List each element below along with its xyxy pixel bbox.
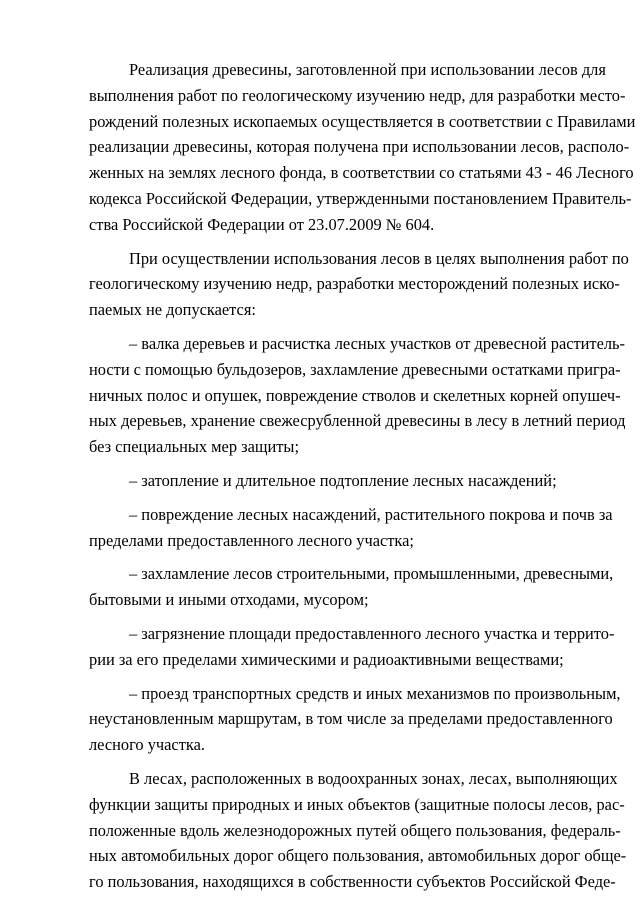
text-line: – загрязнение площади предоставленного лесного участка и террито-: [129, 623, 615, 643]
text-line: – затопление и длительное подтопление лесных насаждений;: [129, 470, 557, 490]
text-line: пределами предоставленного лесного участка;: [89, 530, 414, 550]
list-item-pollution: [89, 621, 615, 673]
text-line: рии за его пределами химическими и радиоактивными веществами;: [89, 649, 564, 669]
text-line: – валка деревьев и расчистка лесных участков от древесной раститель-: [129, 333, 625, 353]
text-line: бытовыми и иными отходами, мусором;: [89, 590, 369, 610]
text-line: выполнения работ по геологическому изучению недр, для разработки место-: [89, 85, 626, 105]
text-line: ности с помощью бульдозеров, захламление древесными остатками пригра-: [89, 359, 621, 379]
text-line: геологическому изучению недр, разработки месторождений полезных иско-: [89, 274, 620, 294]
text-line: женных на землях лесного фонда, в соответствии со статьями 43 - 46 Лесного: [89, 163, 634, 183]
text-line: реализации древесины, которая получена при использовании лесов, располо-: [89, 137, 630, 157]
text-line: – повреждение лесных насаждений, растительного покрова и почв за: [129, 504, 613, 524]
text-line: – захламление лесов строительными, промышленными, древесными,: [129, 564, 614, 584]
text-line: При осуществлении использования лесов в целях выполнения работ по: [129, 248, 629, 268]
text-line: ства Российской Федерации от 23.07.2009 № 604.: [89, 214, 435, 234]
text-line: без специальных мер защиты;: [89, 437, 299, 457]
text-line: го пользования, находящихся в собственности субъектов Российской Феде-: [89, 872, 616, 892]
text-line: Реализация древесины, заготовленной при использовании лесов для: [129, 60, 606, 79]
paragraph-prohibitions-intro: [89, 246, 629, 323]
text-line: паемых не допускается:: [89, 300, 256, 320]
text-line: ных автомобильных дорог общего пользования, автомобильных дорог обще-: [89, 846, 627, 866]
text-line: кодекса Российской Федерации, утвержденными постановлением Правитель-: [89, 188, 632, 208]
text-line: неустановленным маршрутам, в том числе за пределами предоставленного: [89, 709, 613, 729]
list-item-felling: [89, 331, 626, 460]
paragraph-protective-forests: [89, 766, 627, 895]
text-line: ничных полос и опушек, повреждение стволов и скелетных корней опушеч-: [89, 385, 621, 405]
text-line: функции защиты природных и иных объектов (защитные полосы лесов, рас-: [89, 794, 625, 814]
list-item-flooding: [89, 468, 595, 494]
text-line: – проезд транспортных средств и иных механизмов по произвольным,: [129, 683, 621, 703]
text-line: В лесах, расположенных в водоохранных зонах, лесах, выполняющих: [129, 768, 618, 788]
list-item-damage: [89, 502, 613, 554]
text-line: положенные вдоль железнодорожных путей общего пользования, федераль-: [89, 820, 621, 840]
list-item-littering: [89, 561, 614, 613]
text-line: лесного участка.: [89, 735, 205, 755]
list-item-vehicles: [89, 681, 621, 758]
document-body: [89, 57, 636, 903]
text-line: рождений полезных ископаемых осуществляется в соответствии с Правилами: [89, 111, 636, 131]
paragraph-wood-sale: [89, 57, 636, 238]
text-line: ных деревьев, хранение свежесрубленной древесины в лесу в летний период: [89, 411, 626, 431]
